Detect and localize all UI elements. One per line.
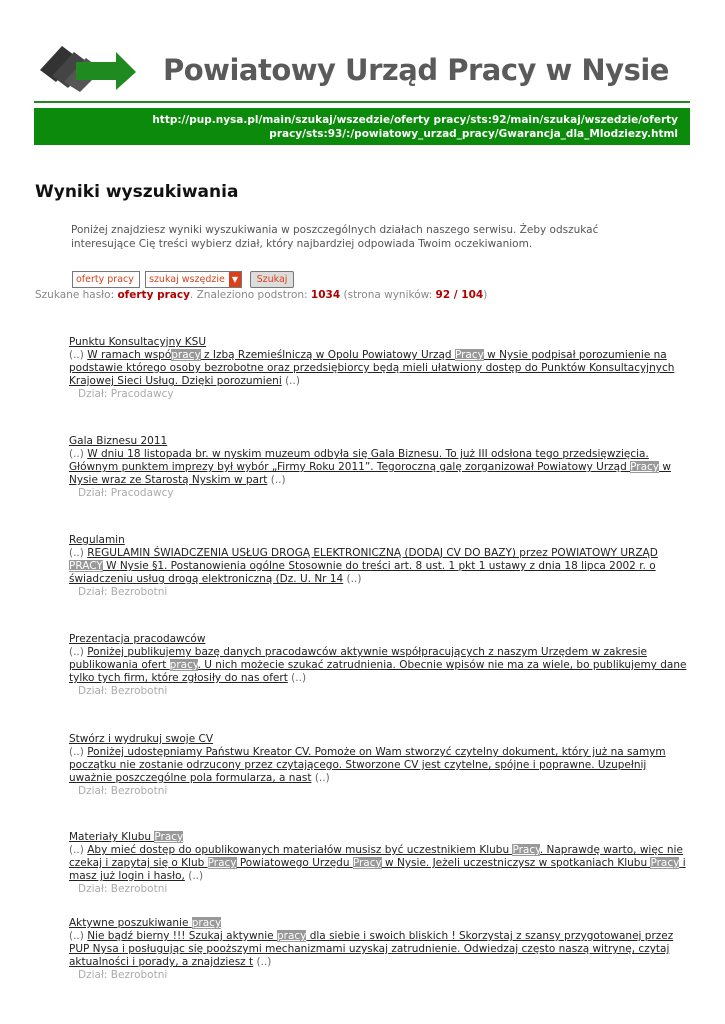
- result-item: [69, 633, 689, 698]
- url-bar: [34, 108, 690, 145]
- intro-text: Poniżej znajdziesz wyniki wyszukiwania w poszczególnych działach naszego serwisu. Żeby odszukać interesujące Cię treści wybierz dział, który najbardziej odpowiada Twoim oczekiwaniom.: [71, 224, 599, 250]
- summary-count: 1034: [310, 289, 341, 301]
- result-department: Dział: Bezrobotni: [78, 785, 168, 797]
- result-item: [69, 336, 689, 401]
- result-snippet-link[interactable]: Poniżej publikujemy bazę danych pracodawców aktywnie współpracujących z naszym Urzędem w zakresie publikowania ofert pracy. U nich możecie szukać zatrudnienia. Obecnie wpisów nie ma za wiele, bo publikujemy dane tylko tych firm, które zgłosiły do nas ofert: [69, 646, 687, 684]
- header-divider: [34, 101, 690, 103]
- site-title: Powiatowy Urząd Pracy w Nysie: [163, 53, 669, 87]
- result-department: Dział: Pracodawcy: [78, 388, 174, 400]
- search-button[interactable]: Szukaj: [250, 271, 294, 288]
- result-title-link[interactable]: Stwórz i wydrukuj swoje CV: [69, 733, 214, 745]
- result-snippet-link[interactable]: W ramach wspópracy z Izbą Rzemieślniczą w Opolu Powiatowy Urząd Pracy w Nysie podpisał porozumienie na podstawie którego osoby bezrobotne oraz przedsiębiorcy będą mieli ułatwiony dostęp do Punktów Konsultacyjnych Krajowej Sieci Usług. Dzięki porozumieni: [69, 349, 675, 387]
- result-snippet-link[interactable]: Aby mieć dostęp do opublikowanych materiałów musisz być uczestnikiem Klubu Pracy. Naprawdę warto, więc nie czekaj i zapytaj się o Klub Pracy Powiatowego Urzędu Pracy w Nysie. Jeżeli uczestniczysz w spotkaniach Klubu Pracy i masz już login i hasło,: [69, 844, 686, 882]
- chevron-down-icon[interactable]: ▼: [229, 272, 241, 287]
- page-heading: Wyniki wyszukiwania: [35, 182, 239, 202]
- breadcrumb-url-link[interactable]: http://pup.nysa.pl/main/szukaj/wszedzie/oferty pracy/sts:92/main/szukaj/wszedzie/oferty pracy/sts:93/:/powiatowy_urzad_pracy/Gwarancja_dla_Mlodziezy.html: [152, 114, 678, 140]
- result-department: Dział: Pracodawcy: [78, 487, 174, 499]
- result-department: Dział: Bezrobotni: [78, 969, 168, 981]
- result-snippet: (..) Aby mieć dostęp do opublikowanych materiałów musisz być uczestnikiem Klubu Pracy. Naprawdę warto, więc nie czekaj i zapytaj się o Klub Pracy Powiatowego Urzędu Pracy w Nysie. Jeżeli uczestniczysz w spotkaniach Klubu Pracy i masz już login i hasło, (..): [69, 844, 686, 882]
- result-title-link[interactable]: Punktu Konsultacyjny KSU: [69, 336, 207, 348]
- result-snippet: (..) W ramach wspópracy z Izbą Rzemieślniczą w Opolu Powiatowy Urząd Pracy w Nysie podpisał porozumienie na podstawie którego osoby bezrobotne oraz przedsiębiorcy będą mieli ułatwiony dostęp do Punktów Konsultacyjnych Krajowej Sieci Usług. Dzięki porozumieni (..): [69, 349, 675, 387]
- summary-page: 92 / 104: [435, 289, 484, 301]
- result-title-link[interactable]: Materiały Klubu Pracy: [69, 831, 184, 843]
- result-snippet: (..) W dniu 18 listopada br. w nyskim muzeum odbyła się Gala Biznesu. To już III odsłona tego przedsięwzięcia. Głównym punktem imprezy był wybór „Firmy Roku 2011”. Tegoroczną galę zorganizował Powiatowy Urząd Pracy w Nysie wraz ze Starostą Nyskim w part (..): [69, 448, 671, 486]
- search-summary: Szukane hasło: oferty pracy. Znaleziono podstron: 1034 (strona wyników: 92 / 104): [35, 289, 488, 301]
- result-snippet-link[interactable]: Poniżej udostępniamy Państwu Kreator CV. Pomoże on Wam stworzyć czytelny dokument, który już na samym początku nie zostanie odrzucony przez czytającego. Stworzone CV jest czytelne, spójne i poprawne. Uzupełnij uważnie poszczególne pola formularza, a nast: [69, 746, 666, 784]
- result-department: Dział: Bezrobotni: [78, 883, 168, 895]
- result-title-link[interactable]: Aktywne poszukiwanie pracy: [69, 917, 222, 929]
- result-snippet-link[interactable]: REGULAMIN ŚWIADCZENIA USŁUG DROGĄ ELEKTRONICZNĄ (DODAJ CV DO BAZY) przez POWIATOWY URZĄD PRACY W Nysie §1. Postanowienia ogólne Stosownie do treści art. 8 ust. 1 pkt 1 ustawy z dnia 18 lipca 2002 r. o świadczeniu usług drogą elektroniczną (Dz. U. Nr 14: [69, 547, 658, 585]
- result-department: Dział: Bezrobotni: [78, 685, 168, 697]
- result-title-link[interactable]: Gala Biznesu 2011: [69, 435, 168, 447]
- result-item: [69, 435, 689, 500]
- result-snippet: (..) Nie bądź bierny !!! Szukaj aktywnie pracy dla siebie i swoich bliskich ! Skorzystaj z szansy przygotowanej przez PUP Nysa i posługując się pooższymi mechanizmami uzyskaj zatrudnienie. Odwiedzaj często naszą witrynę, czytaj aktualności i porady, a znajdziesz t (..): [69, 930, 674, 968]
- result-snippet: (..) REGULAMIN ŚWIADCZENIA USŁUG DROGĄ ELEKTRONICZNĄ (DODAJ CV DO BAZY) przez POWIATOWY URZĄD PRACY W Nysie §1. Postanowienia ogólne Stosownie do treści art. 8 ust. 1 pkt 1 ustawy z dnia 18 lipca 2002 r. o świadczeniu usług drogą elektroniczną (Dz. U. Nr 14 (..): [69, 547, 658, 585]
- result-title-link[interactable]: Regulamin: [69, 534, 125, 546]
- result-snippet: (..) Poniżej udostępniamy Państwu Kreator CV. Pomoże on Wam stworzyć czytelny dokument, który już na samym początku nie zostanie odrzucony przez czytającego. Stworzone CV jest czytelne, spójne i poprawne. Uzupełnij uważnie poszczególne pola formularza, a nast (..): [69, 746, 666, 784]
- result-item: [69, 534, 689, 599]
- result-item: [69, 733, 689, 798]
- result-snippet-link[interactable]: W dniu 18 listopada br. w nyskim muzeum odbyła się Gala Biznesu. To już III odsłona tego przedsięwzięcia. Głównym punktem imprezy był wybór „Firmy Roku 2011”. Tegoroczną galę zorganizował Powiatowy Urząd Pracy w Nysie wraz ze Starostą Nyskim w part: [69, 448, 671, 486]
- result-title-link[interactable]: Prezentacja pracodawców: [69, 633, 206, 645]
- result-snippet: (..) Poniżej publikujemy bazę danych pracodawców aktywnie współpracujących z naszym Urzędem w zakresie publikowania ofert pracy. U nich możecie szukać zatrudnienia. Obecnie wpisów nie ma za wiele, bo publikujemy dane tylko tych firm, które zgłosiły do nas ofert (..): [69, 646, 687, 684]
- result-item: [69, 917, 689, 982]
- result-snippet-link[interactable]: Nie bądź bierny !!! Szukaj aktywnie pracy dla siebie i swoich bliskich ! Skorzystaj z szansy przygotowanej przez PUP Nysa i posługując się pooższymi mechanizmami uzyskaj zatrudnienie. Odwiedzaj często naszą witrynę, czytaj aktualności i porady, a znajdziesz t: [69, 930, 674, 968]
- summary-query: oferty pracy: [117, 289, 190, 301]
- result-item: [69, 831, 689, 896]
- search-form: [72, 271, 294, 288]
- logo-arrows-icon: [38, 44, 138, 92]
- result-department: Dział: Bezrobotni: [78, 586, 168, 598]
- scope-select[interactable]: szukaj wszędzie ▼: [145, 271, 242, 288]
- search-input[interactable]: oferty pracy: [72, 271, 140, 288]
